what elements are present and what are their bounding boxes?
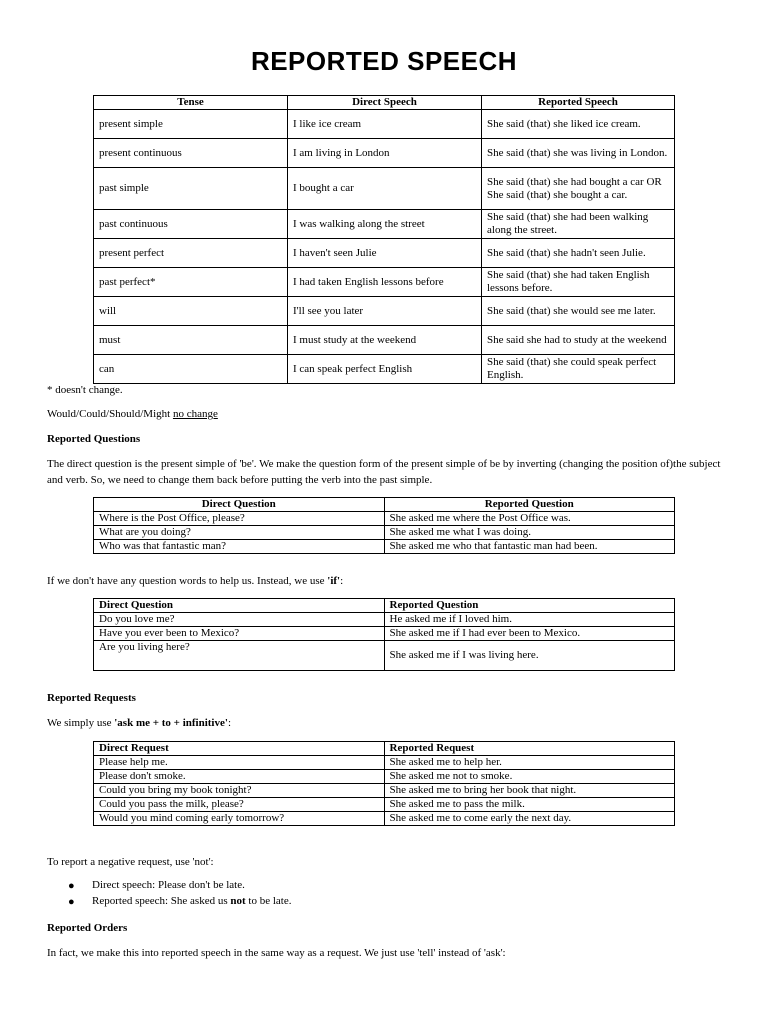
table-row: [94, 355, 675, 384]
table-row: [94, 540, 675, 554]
reported-cell: She said (that) she hadn't seen Julie.: [482, 239, 675, 268]
reported-cell: She said (that) she had taken English lessons before.: [482, 268, 675, 297]
bullet2-suffix: to be late.: [245, 895, 292, 907]
reported-questions-paragraph: The direct question is the present simple of 'be'. We make the question form of the present simple of be by inverting (changing the position of)the subject and verb. So, we need to change them back before putting the verb into the past simple.: [47, 458, 721, 486]
tense-cell: must: [94, 326, 288, 355]
tense-cell: can: [94, 355, 288, 384]
page-title: REPORTED SPEECH: [250, 46, 518, 76]
direct-request-cell: Could you bring my book tonight?: [94, 784, 385, 798]
direct-question-cell: What are you doing?: [94, 526, 385, 540]
reported-requests-intro: [47, 715, 727, 731]
reported-requests-heading: Reported Requests: [47, 692, 136, 704]
table-row: [94, 784, 675, 798]
if-intro-bold: 'if': [327, 575, 341, 587]
table-row: [94, 297, 675, 326]
tense-cell: present simple: [94, 110, 288, 139]
table-row: [94, 812, 675, 826]
tense-cell: past perfect*: [94, 268, 288, 297]
reported-request-cell: She asked me to help her.: [384, 756, 675, 770]
requests-intro-bold: 'ask me + to + infinitive': [114, 717, 228, 729]
modals-prefix: Would/Could/Should/Might: [47, 408, 173, 420]
reported-questions-heading: Reported Questions: [47, 433, 141, 445]
if-intro-suffix: :: [340, 575, 344, 587]
tense-header: Tense: [94, 96, 288, 110]
bullet2-bold: not: [230, 895, 246, 907]
tense-cell: will: [94, 297, 288, 326]
reported-speech-header: Reported Speech: [482, 96, 675, 110]
tense-cell: past simple: [94, 168, 288, 210]
table-row: [94, 770, 675, 784]
reported-request-cell: She asked me to pass the milk.: [384, 798, 675, 812]
direct-cell: I am living in London: [288, 139, 482, 168]
tense-cell: present perfect: [94, 239, 288, 268]
requests-intro-suffix: :: [227, 717, 231, 729]
table-row: [94, 210, 675, 239]
direct-cell: I like ice cream: [288, 110, 482, 139]
direct-cell: I was walking along the street: [288, 210, 482, 239]
direct-cell: I can speak perfect English: [288, 355, 482, 384]
direct-request-header: Direct Request: [94, 742, 385, 756]
table-row: [94, 168, 675, 210]
direct-cell: I had taken English lessons before: [288, 268, 482, 297]
reported-question-cell: She asked me if I had ever been to Mexico.: [384, 627, 675, 641]
reported-cell: She said (that) she had bought a car OR She said (that) she bought a car.: [482, 168, 675, 210]
direct-cell: I haven't seen Julie: [288, 239, 482, 268]
reported-cell: She said (that) she liked ice cream.: [482, 110, 675, 139]
table-row: [94, 613, 675, 627]
direct-cell: I'll see you later: [288, 297, 482, 326]
table-row: [94, 139, 675, 168]
reported-orders-heading: Reported Orders: [47, 922, 128, 934]
table-row: [94, 798, 675, 812]
reported-request-cell: She asked me to come early the next day.: [384, 812, 675, 826]
table-row: [94, 239, 675, 268]
modals-note: [47, 406, 727, 422]
direct-request-cell: Could you pass the milk, please?: [94, 798, 385, 812]
reported-cell: She said (that) she would see me later.: [482, 297, 675, 326]
direct-question-header: Direct Question: [94, 599, 385, 613]
direct-request-cell: Would you mind coming early tomorrow?: [94, 812, 385, 826]
reported-requests-table: [93, 741, 675, 826]
direct-cell: I must study at the weekend: [288, 326, 482, 355]
direct-request-cell: Please don't smoke.: [94, 770, 385, 784]
reported-question-header: Reported Question: [384, 498, 675, 512]
reported-question-cell: He asked me if I loved him.: [384, 613, 675, 627]
reported-orders-paragraph: In fact, we make this into reported speech in the same way as a request. We just use 'tell' instead of 'ask':: [47, 947, 506, 959]
reported-question-cell: She asked me where the Post Office was.: [384, 512, 675, 526]
direct-question-cell: Are you living here?: [94, 641, 385, 671]
doesnt-change-note: * doesn't change.: [47, 384, 123, 396]
reported-request-header: Reported Request: [384, 742, 675, 756]
direct-speech-header: Direct Speech: [288, 96, 482, 110]
direct-cell: I bought a car: [288, 168, 482, 210]
table-row: [94, 526, 675, 540]
tense-table: [93, 95, 675, 384]
table-row: [94, 326, 675, 355]
if-intro-prefix: If we don't have any question words to help us. Instead, we use: [47, 575, 328, 587]
reported-request-cell: She asked me to bring her book that night.: [384, 784, 675, 798]
reported-question-cell: She asked me if I was living here.: [384, 641, 675, 671]
reported-cell: She said (that) she was living in London.: [482, 139, 675, 168]
requests-intro-prefix: We simply use: [47, 717, 115, 729]
reported-questions-table: [93, 497, 675, 554]
direct-question-cell: Do you love me?: [94, 613, 385, 627]
reported-question-cell: She asked me what I was doing.: [384, 526, 675, 540]
bullet-icon: ●: [68, 896, 75, 908]
tense-cell: present continuous: [94, 139, 288, 168]
reported-cell: She said she had to study at the weekend: [482, 326, 675, 355]
table-row: [94, 512, 675, 526]
direct-question-cell: Where is the Post Office, please?: [94, 512, 385, 526]
table-row: [94, 268, 675, 297]
modals-no-change: no change: [172, 408, 218, 420]
reported-cell: She said (that) she had been walking along the street.: [482, 210, 675, 239]
direct-request-cell: Please help me.: [94, 756, 385, 770]
direct-question-cell: Who was that fantastic man?: [94, 540, 385, 554]
negative-bullet-2: [92, 895, 292, 907]
table-row: [94, 110, 675, 139]
reported-cell: She said (that) she could speak perfect English.: [482, 355, 675, 384]
if-questions-intro: [47, 573, 727, 589]
table-row: [94, 641, 675, 671]
if-questions-table: [93, 598, 675, 671]
reported-question-cell: She asked me who that fantastic man had been.: [384, 540, 675, 554]
negative-request-intro: To report a negative request, use 'not':: [47, 856, 214, 868]
reported-request-cell: She asked me not to smoke.: [384, 770, 675, 784]
bullet2-prefix: Reported speech: She asked us: [92, 895, 231, 907]
negative-bullet-1: Direct speech: Please don't be late.: [92, 879, 245, 891]
reported-question-header: Reported Question: [384, 599, 675, 613]
bullet-icon: ●: [68, 880, 75, 892]
table-row: [94, 756, 675, 770]
direct-question-cell: Have you ever been to Mexico?: [94, 627, 385, 641]
direct-question-header: Direct Question: [94, 498, 385, 512]
tense-cell: past continuous: [94, 210, 288, 239]
table-row: [94, 627, 675, 641]
